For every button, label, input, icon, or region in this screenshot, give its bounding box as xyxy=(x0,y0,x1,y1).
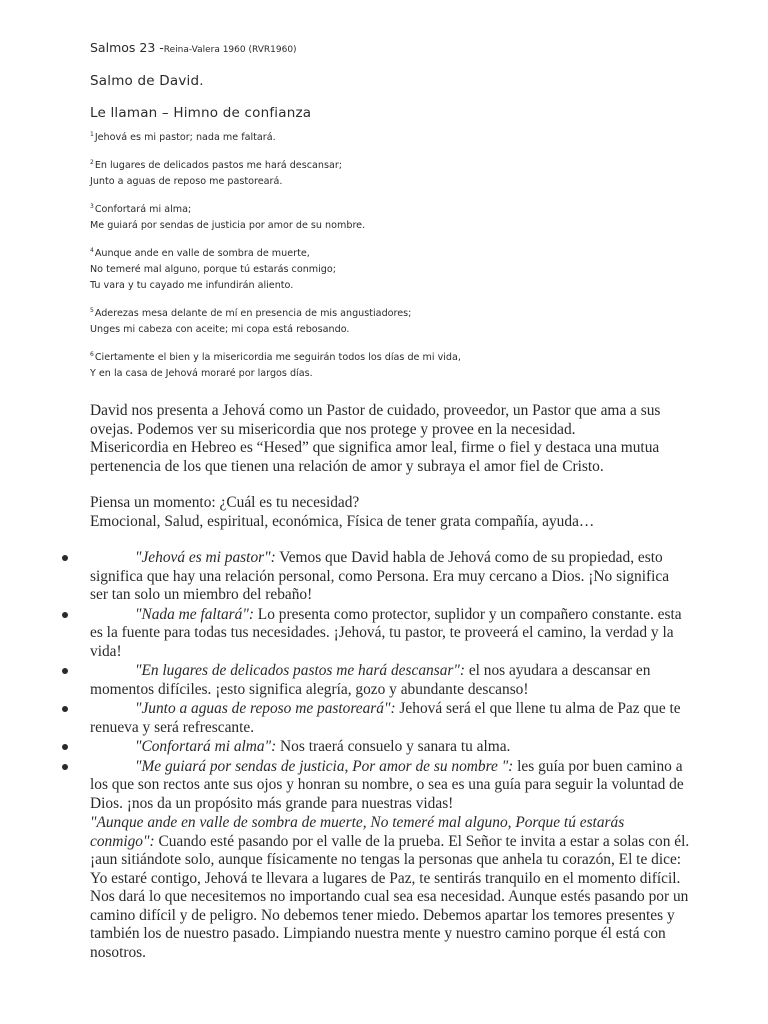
bible-version: Reina-Valera 1960 (RVR1960) xyxy=(163,45,297,55)
verse-3: $^3$Confortará mi alma; Me guiará por sendas de justicia por amor de su nombre. xyxy=(90,203,366,231)
verse-1: $^1$Jehová es mi pastor; nada me faltará. xyxy=(90,131,276,143)
verse-list xyxy=(90,127,690,382)
psalm-heading: Salmo de David. xyxy=(90,73,204,89)
commentary-continuation: "Aunque ande en valle de sombra de muerte, No temeré mal alguno, Porque tú estarás conmigo": Cuando esté pasando por el valle de la prueba. El Señor te invita a estar a solas con él. ¡aun sitiándote solo, aunque físicamente no tengas la personas que anhela tu corazón, El te dice: Yo estaré contigo, Jehová te llevara a lugares de Paz, te sentirás tranquilo en el momento difícil. Nos dará lo que necesitemos no importando cual sea esa necesidad. Aunque estés pasando por un camino difícil y de peligro. No debemos tener miedo. Debemos apartar los temores presentes y también los de nuestro pasado. Limpiando nuestra mente y nuestro camino porque él está con nosotros. xyxy=(90,814,690,961)
commentary-item: "En lugares de delicados pastos me hará descansar": el nos ayudara a descansar en momentos difíciles. ¡esto significa alegría, gozo y abundante descanso! xyxy=(90,662,690,699)
intro-paragraph: David nos presenta a Jehová como un Pastor de cuidado, proveedor, un Pastor que ama a sus ovejas. Podemos ver su misericordia que nos protege y provee en la necesidad. Misericordia en Hebreo es “Hesed” que significa amor leal, firme o fiel y destaca una mutua pertenencia de los que tienen una relación de amor y subraya el amor fiel de Cristo. xyxy=(90,402,661,475)
verse-6: $^6$Ciertamente el bien y la misericordia me seguirán todos los días de mi vida, Y en la casa de Jehová moraré por largos días. xyxy=(90,351,461,379)
psalm-subheading: Le llaman – Himno de confianza xyxy=(90,105,312,121)
document-title xyxy=(90,40,690,55)
document-page xyxy=(90,40,690,962)
commentary-item: "Jehová es mi pastor": Vemos que David habla de Jehová como de su propiedad, esto significa que hay una relación personal, como Persona. Era muy cercano a Dios. ¡No significa ser tan solo un miembro del rebaño! xyxy=(90,549,690,605)
bullet-icon xyxy=(62,706,68,712)
verse-4: $^4$Aunque ande en valle de sombra de muerte, No temeré mal alguno, porque tú estarás conmigo; Tu vara y tu cayado me infundirán aliento. xyxy=(90,247,336,291)
title-text: Salmos 23 - xyxy=(90,40,164,55)
commentary-item: "Nada me faltará": Lo presenta como protector, suplidor y un compañero constante. esta es la fuente para todas tus necesidades. ¡Jehová, tu pastor, te proveerá el camino, la verdad y la vida! xyxy=(90,606,690,662)
bullet-icon xyxy=(62,555,68,561)
commentary-item: "Me guiará por sendas de justicia, Por amor de su nombre ": les guía por buen camino a los que son rectos ante sus ojos y honran su nombre, o sea es una guía para seguir la voluntad de Dios. ¡nos da un propósito más grande para nuestras vidas! xyxy=(90,758,690,814)
bullet-icon xyxy=(62,744,68,750)
commentary-list xyxy=(90,549,690,813)
bullet-icon xyxy=(62,612,68,618)
bullet-icon xyxy=(62,764,68,770)
verse-5: $^5$Aderezas mesa delante de mí en presencia de mis angustiadores; Unges mi cabeza con aceite; mi copa está rebosando. xyxy=(90,307,412,335)
verse-2: $^2$En lugares de delicados pastos me hará descansar; Junto a aguas de reposo me pastoreará. xyxy=(90,159,342,187)
bullet-icon xyxy=(62,668,68,674)
reflection-question: Piensa un momento: ¿Cuál es tu necesidad? Emocional, Salud, espiritual, económica, Física de tener grata compañía, ayuda… xyxy=(90,494,595,530)
commentary-item: "Confortará mi alma": Nos traerá consuelo y sanara tu alma. xyxy=(90,738,690,757)
commentary-item: "Junto a aguas de reposo me pastoreará": Jehová será el que llene tu alma de Paz que te renueva y será refrescante. xyxy=(90,700,690,737)
